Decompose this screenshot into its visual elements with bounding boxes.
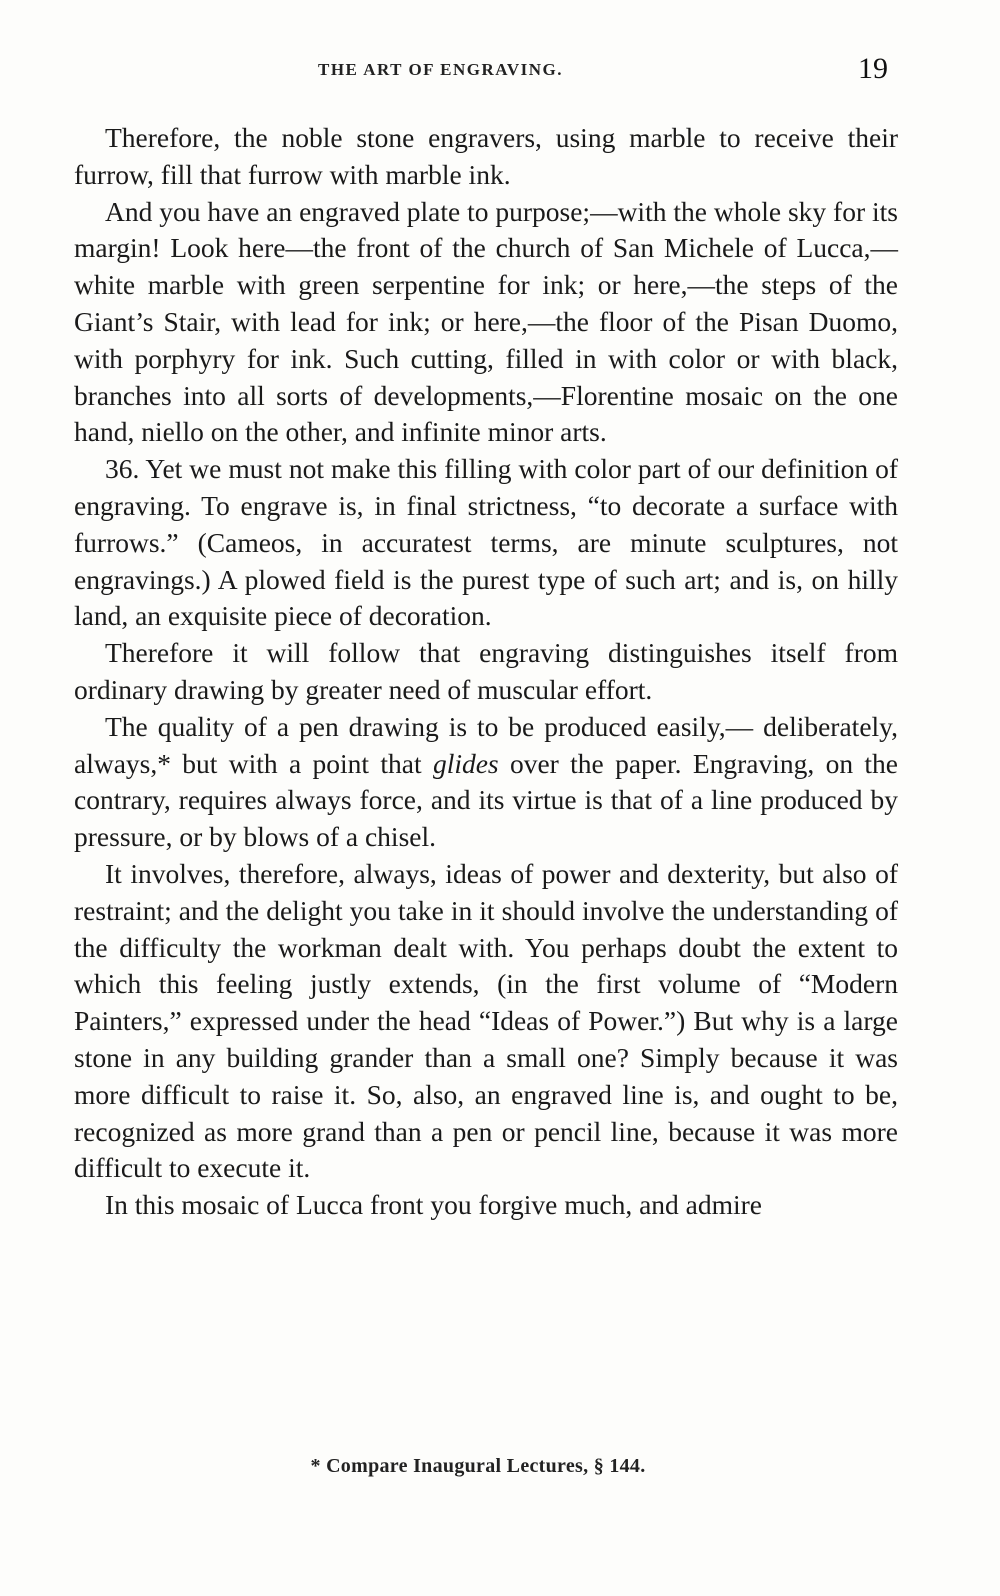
paragraph: And you have an engraved plate to purpose;—with the whole sky for its margin! Look here—the front of the church of San Michele of Lucca,—white marble with green serpentine for ink; or here,—the steps of the Giant’s Stair, with lead for ink; or here,—the floor of the Pisan Duomo, with porphyry for ink. Such cutting, filled in with color or with black, branches into all sorts of developments,—Florentine mosaic on the one hand, niello on the other, and infinite minor arts. [74,195,898,448]
footnote [0,1455,1000,1478]
page-number: 19 [858,52,888,85]
paragraph: 36. Yet we must not make this filling with color part of our definition of engraving. To engrave is, in final strictness, “to decorate a surface with furrows.” (Cameos, in accuratest terms, are minute sculptures, not engravings.) A plowed field is the purest type of such art; and is, on hilly land, an exquisite piece of decoration. [74,453,898,632]
paragraph: In this mosaic of Lucca front you forgive much, and admire [105,1189,763,1221]
paragraph: Therefore, the noble stone engravers, using marble to receive their furrow, fill that furrow with marble ink. [74,122,898,190]
running-title: THE ART OF ENGRAVING. [318,60,564,79]
paragraph: It involves, therefore, always, ideas of power and dexterity, but also of restraint; and the delight you take in it should involve the understanding of the difficulty the workman dealt with. You perhaps doubt the extent to which this feeling justly extends, (in the first volume of “Modern Painters,” expressed under the head “Ideas of Power.”) But why is a large stone in any building grander than a small one? Simply because it was more difficult to raise it. So, also, an engraved line is, and ought to be, recognized as more grand than a pen or pencil line, because it was more difficult to execute it. [74,857,898,1184]
paragraph: Therefore it will follow that engraving distinguishes itself from ordinary drawing by greater need of muscular effort. [74,637,898,705]
footnote-text: * Compare Inaugural Lectures, § 144. [310,1455,646,1477]
paragraph: The quality of a pen drawing is to be produced easily,— deliberately, always,* but with a point that glides over the paper. Engraving, on the contrary, requires always force, and its virtue is that of a line produced by pressure, or by blows of a chisel. [74,710,898,853]
running-head [0,52,1000,88]
body-text [74,120,898,1224]
italic-word: glides [432,747,499,779]
